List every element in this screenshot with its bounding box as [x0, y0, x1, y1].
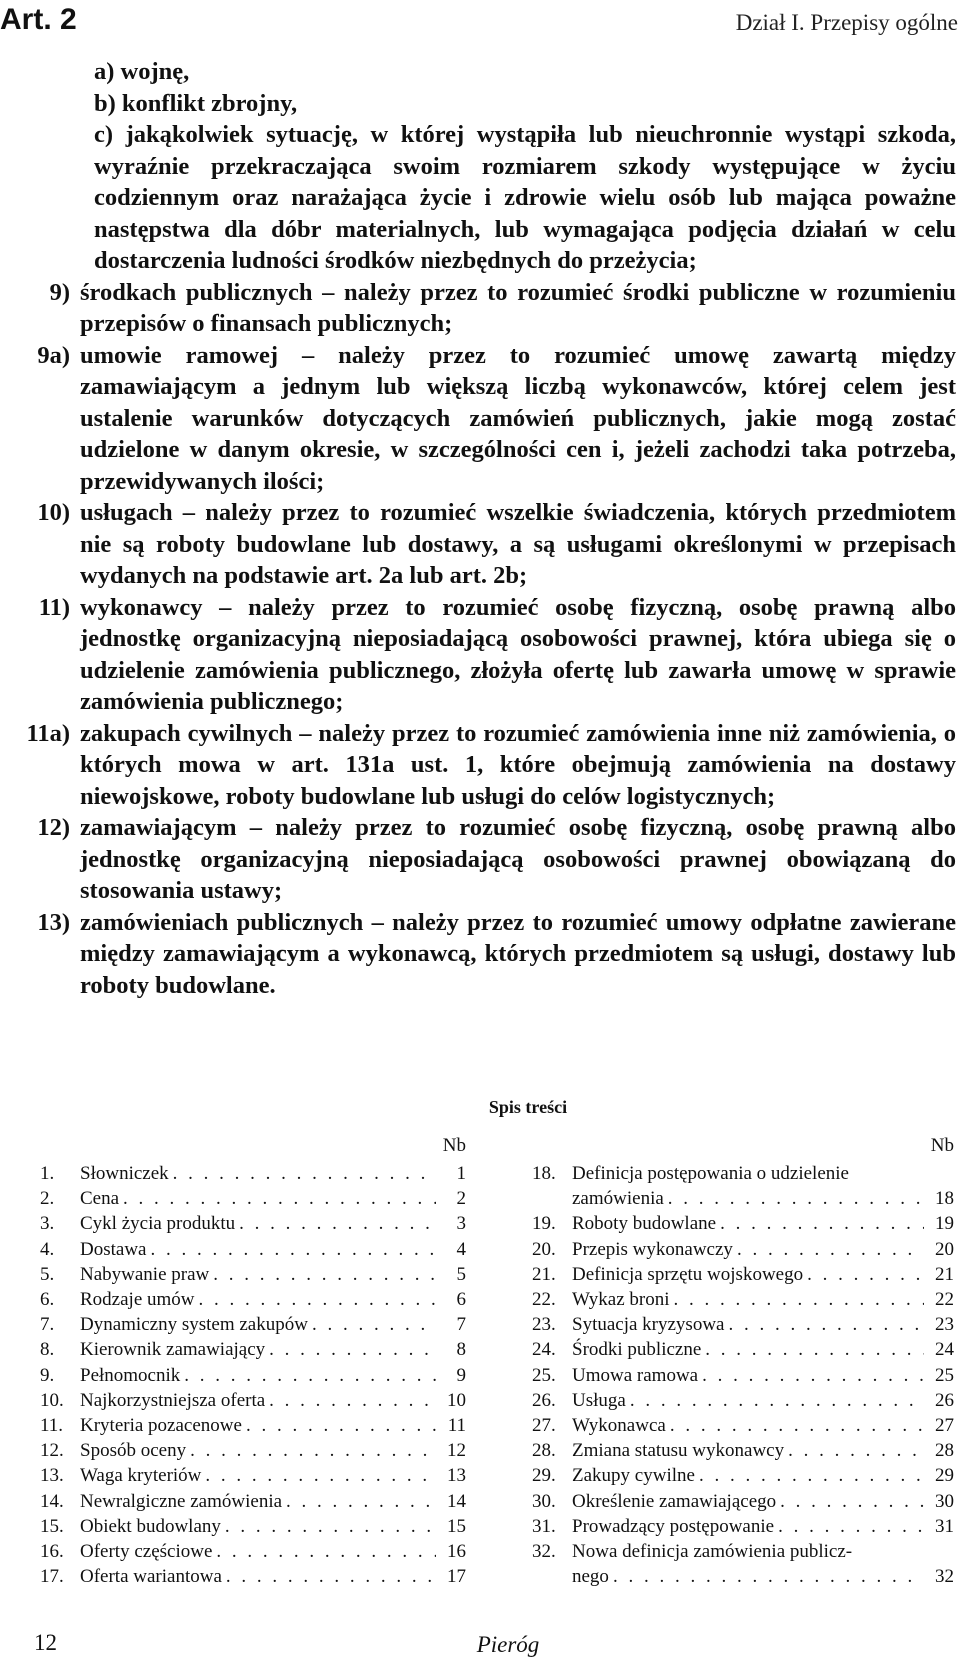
running-footer-author: Pieróg [476, 1632, 540, 1657]
toc-entry-number: 18. [532, 1163, 556, 1184]
toc-entry-page: 23 [935, 1314, 954, 1336]
toc-entry-title: Cena [80, 1188, 120, 1210]
toc-leader-dots [312, 1312, 436, 1337]
definition-item [0, 718, 956, 813]
toc-entry [532, 1287, 954, 1312]
definition-text: środkach publicznych – należy przez to rozumieć środki publiczne w rozumieniu przepisów o finansach publicznych; [80, 278, 956, 337]
toc-entry-number: 6. [40, 1289, 55, 1311]
toc-nb-label: Nb [930, 1135, 954, 1156]
toc-entry-number: 9. [40, 1364, 55, 1386]
toc-entry [40, 1262, 466, 1287]
toc-entry-number: 28. [532, 1440, 556, 1462]
toc-entry-page: 27 [935, 1415, 954, 1437]
toc-entry-title: Wykaz broni [572, 1289, 670, 1311]
definition-item [0, 907, 956, 1002]
toc-entry-number: 31. [532, 1515, 556, 1537]
toc-leader-dots [702, 1363, 924, 1388]
definition-text: zakupach cywilnych – należy przez to rozumieć zamówienia inne niż zamówienia, o których mowa w art. 131a ust. 1, które obejmują zamówienia na dostawy niewojskowe, roboty budowlane lub usługi do celów logistycznych; [80, 719, 956, 810]
toc-entry-page: 32 [935, 1566, 954, 1588]
toc-entry-title-continued: nego [572, 1566, 609, 1588]
toc-entry-title: Nowa definicja zamówienia publicz- [572, 1541, 853, 1563]
toc-entry-title: Prowadzący postępowanie [572, 1515, 775, 1537]
toc-entry-number: 10. [40, 1389, 64, 1411]
definition-item [0, 497, 956, 592]
toc-entry [40, 1186, 466, 1211]
toc-entry [532, 1514, 954, 1539]
toc-entry-title: Pełnomocnik [80, 1364, 181, 1386]
toc-entry-page: 6 [456, 1289, 466, 1311]
toc-entry [532, 1161, 954, 1186]
sub-item-text: wojnę, [120, 58, 190, 85]
definition-number: 13) [37, 908, 70, 936]
toc-entry [40, 1514, 466, 1539]
sub-item [0, 56, 956, 88]
toc-entry-number: 13. [40, 1465, 64, 1487]
toc-entry-page: 29 [935, 1465, 954, 1487]
toc-leader-dots [630, 1388, 924, 1413]
section-header: Dział I. Przepisy ogólne [735, 10, 958, 35]
toc-entry-continuation [532, 1186, 954, 1211]
toc-entry-number: 24. [532, 1339, 556, 1361]
toc-entry [40, 1539, 466, 1564]
toc-entry-number: 11. [40, 1415, 64, 1437]
toc-entry-page: 10 [447, 1389, 466, 1411]
toc-entry-number: 1. [40, 1163, 55, 1184]
toc-entry-number: 25. [532, 1364, 556, 1386]
toc-entry-page: 7 [456, 1314, 466, 1336]
toc-entry-number: 27. [532, 1415, 556, 1437]
toc-entry-number: 8. [40, 1339, 55, 1361]
toc-entry-title: Zakupy cywilne [572, 1465, 695, 1487]
toc-leader-dots [269, 1388, 436, 1413]
toc-entry [532, 1489, 954, 1514]
toc-entry-number: 14. [40, 1490, 64, 1512]
definition-item [0, 592, 956, 718]
toc-entry-page: 16 [447, 1541, 466, 1563]
toc-leader-dots [213, 1262, 436, 1287]
toc-entry-title: Umowa ramowa [572, 1364, 699, 1386]
toc-entry [532, 1438, 954, 1463]
toc-entry-number: 16. [40, 1541, 64, 1563]
toc-entry-number: 3. [40, 1213, 55, 1235]
toc-title: Spis treści [488, 1097, 568, 1117]
definition-item [0, 340, 956, 498]
toc-entry-page: 31 [935, 1515, 954, 1537]
toc-entry-page: 9 [456, 1364, 466, 1386]
toc-entry-number: 32. [532, 1541, 556, 1563]
article-body [0, 56, 956, 1001]
toc-nb-label: Nb [442, 1135, 466, 1156]
toc-leader-dots [788, 1438, 924, 1463]
definition-text: zamawiającym – należy przez to rozumieć osobę fizyczną, osobę prawną albo jednostkę organizacyjną nieposiadającą osobowości prawnej obowiązaną do stosowania ustawy; [80, 814, 956, 904]
toc-entry-title-continued: zamówienia [572, 1188, 664, 1210]
toc-leader-dots [199, 1287, 436, 1312]
definition-number: 11) [38, 593, 70, 621]
toc-entry-title: Cykl życia produktu [80, 1213, 236, 1235]
toc-entry-title: Środki publiczne [572, 1339, 702, 1361]
toc-entry-page: 14 [447, 1490, 466, 1512]
toc-entry-title: Sposób oceny [80, 1440, 187, 1462]
toc-entry-number: 29. [532, 1465, 556, 1487]
toc-entry-page: 21 [935, 1263, 954, 1285]
toc-entry [532, 1337, 954, 1362]
toc-entry-title: Oferta wariantowa [80, 1566, 222, 1588]
toc-leader-dots [668, 1186, 924, 1211]
toc-entry-page: 30 [935, 1490, 954, 1512]
sub-item-label: a) [94, 58, 115, 85]
toc-entry-page: 24 [935, 1339, 954, 1361]
toc-entry-page: 26 [935, 1389, 954, 1411]
toc-leader-dots [674, 1287, 924, 1312]
toc-column-left [40, 1131, 466, 1589]
toc-leader-dots [269, 1337, 436, 1362]
toc-entry-title: Kierownik zamawiający [80, 1339, 266, 1361]
toc-entry-number: 5. [40, 1263, 55, 1285]
toc-entry-title: Oferty częściowe [80, 1541, 213, 1563]
definition-text: umowie ramowej – należy przez to rozumieć umowę zawartą między zamawiającym a jednym lub większą liczbą wykonawców, której celem jest ustalenie warunków dotyczących zamówień publicznych, jakie mogą zostać udzielone w danym okresie, w szczególności cen i, jeżeli zachodzi taka potrzeba, przewidywanych ilości; [80, 341, 956, 495]
toc-entry-title: Słowniczek [80, 1163, 169, 1184]
sub-item [0, 119, 956, 277]
toc-entry-number: 23. [532, 1314, 556, 1336]
toc-entry-number: 7. [40, 1314, 55, 1336]
toc-entry-page: 28 [935, 1440, 954, 1462]
toc-entry-number: 15. [40, 1515, 64, 1537]
toc-entry [40, 1463, 466, 1488]
toc-entry-title: Najkorzystniejsza oferta [80, 1389, 266, 1411]
toc-leader-dots [123, 1186, 436, 1211]
toc-entry-title: Definicja sprzętu wojskowego [572, 1263, 804, 1285]
toc-entry-number: 2. [40, 1188, 55, 1210]
definition-number: 10) [37, 499, 70, 526]
toc-entry [40, 1438, 466, 1463]
toc-entry [532, 1262, 954, 1287]
toc-entry-number: 19. [532, 1213, 556, 1235]
toc-entry-page: 19 [935, 1213, 954, 1235]
toc-entry-page: 13 [447, 1465, 466, 1487]
toc-entry-number: 17. [40, 1566, 64, 1588]
toc-entry-title: Newralgiczne zamówienia [80, 1490, 283, 1512]
sub-item-label: c) [94, 121, 114, 148]
toc-entry-title: Kryteria pozacenowe [80, 1415, 242, 1437]
toc-entry [532, 1312, 954, 1337]
toc-leader-dots [190, 1438, 436, 1463]
page-number: 12 [34, 1630, 57, 1655]
toc-leader-dots [728, 1312, 924, 1337]
toc-leader-dots [216, 1539, 436, 1564]
toc-entry-title: Nabywanie praw [80, 1263, 210, 1285]
toc-leader-dots [807, 1262, 924, 1287]
toc-entry-page: 1 [456, 1163, 466, 1184]
toc-entry-title: Roboty budowlane [572, 1213, 717, 1235]
toc-entry-number: 22. [532, 1289, 556, 1311]
toc-entry-page: 8 [456, 1339, 466, 1361]
toc-entry [40, 1211, 466, 1236]
definition-text: zamówieniach publicznych – należy przez to rozumieć umowy odpłatne zawierane między zamawiającym a wykonawcą, których przedmiotem są usługi, dostawy lub roboty budowlane. [80, 908, 956, 999]
toc-leader-dots [720, 1211, 924, 1236]
definition-text: usługach – należy przez to rozumieć wszelkie świadczenia, których przedmiotem nie są roboty budowlane lub dostawy, a są usługami określonymi w przepisach wydanych na podstawie art. 2a lub art. 2b; [80, 499, 956, 589]
toc-entry [532, 1463, 954, 1488]
toc-leader-dots [205, 1463, 436, 1488]
toc-entry-number: 20. [532, 1238, 556, 1260]
toc-entry-number: 21. [532, 1263, 556, 1285]
toc-entry [40, 1237, 466, 1262]
sub-item-text: jakąkolwiek sytuację, w której wystąpiła lub nieuchronnie wystąpi szkoda, wyraźnie przekraczająca swoim rozmiarem szkody występujące w życiu codziennym oraz narażająca życie i zdrowie wielu osób lub mająca poważne następstwa dla dóbr materialnych, lub wymagająca podjęcia działań w celu dostarczenia ludności środków niezbędnych do przeżycia; [94, 121, 956, 274]
toc-leader-dots [286, 1489, 436, 1514]
toc-entry [40, 1388, 466, 1413]
toc-entry-page: 5 [456, 1263, 466, 1285]
sub-item-label: b) [94, 89, 116, 117]
toc-entry [40, 1312, 466, 1337]
toc-entry [40, 1161, 466, 1186]
toc-entry [532, 1211, 954, 1236]
sub-item [0, 88, 956, 120]
toc-entry [40, 1489, 466, 1514]
toc-entry-number: 4. [40, 1238, 55, 1260]
toc-leader-dots [173, 1161, 436, 1186]
toc-entry-page: 4 [456, 1238, 466, 1260]
toc-entry-page: 12 [447, 1440, 466, 1462]
toc-entry-title: Dostawa [80, 1238, 147, 1260]
toc-entry [40, 1363, 466, 1388]
definition-item [0, 812, 956, 907]
definition-number: 9a) [37, 341, 70, 369]
toc-entry-title: Określenie zamawiającego [572, 1490, 777, 1512]
toc-entry-title: Przepis wykonawczy [572, 1238, 733, 1260]
toc-leader-dots [737, 1237, 924, 1262]
toc-entry-continuation [532, 1564, 954, 1589]
toc-entry-page: 18 [935, 1188, 954, 1210]
toc-leader-dots [670, 1413, 924, 1438]
toc-entry-title: Usługa [572, 1389, 626, 1411]
toc-entry [532, 1237, 954, 1262]
toc-entry [532, 1363, 954, 1388]
toc-leader-dots [239, 1211, 436, 1236]
toc-entry-page: 20 [935, 1238, 954, 1260]
toc-entry-number: 30. [532, 1490, 556, 1512]
article-header: Art. 2 [0, 3, 77, 36]
toc-leader-dots [226, 1564, 436, 1589]
toc-leader-dots [780, 1489, 924, 1514]
toc-leader-dots [225, 1514, 436, 1539]
toc-entry-page: 17 [447, 1566, 466, 1588]
toc-entry [40, 1337, 466, 1362]
toc-entry-page: 15 [447, 1515, 466, 1537]
definition-number: 9) [49, 278, 70, 306]
toc-entry-number: 26. [532, 1389, 556, 1411]
toc-leader-dots [778, 1514, 924, 1539]
toc-leader-dots [705, 1337, 924, 1362]
toc-entry-page: 3 [456, 1213, 466, 1235]
toc-entry [532, 1413, 954, 1438]
toc-entry [40, 1564, 466, 1589]
toc-entry-title: Sytuacja kryzysowa [572, 1314, 725, 1336]
toc-entry-page: 22 [935, 1289, 954, 1311]
toc-entry-title: Waga kryteriów [80, 1465, 202, 1487]
toc-entry-title: Zmiana statusu wykonawcy [572, 1440, 785, 1462]
toc-entry-title: Wykonawca [572, 1415, 666, 1437]
sub-item-text: konflikt zbrojny, [121, 89, 298, 117]
toc-entry-title: Obiekt budowlany [80, 1515, 221, 1537]
toc-leader-dots [184, 1363, 436, 1388]
toc-entry [40, 1413, 466, 1438]
toc-entry [532, 1539, 954, 1564]
toc-entry-page: 11 [447, 1415, 466, 1437]
definition-text: wykonawcy – należy przez to rozumieć osobę fizyczną, osobę prawną albo jednostkę organizacyjną nieposiadającą osobowości prawnej, która ubiega się o udzielenie zamówienia publicznego, złożyła ofertę lub zawarła umowę w sprawie zamówienia publicznego; [80, 593, 956, 715]
toc-entry-title: Rodzaje umów [80, 1289, 195, 1311]
toc-leader-dots [150, 1237, 436, 1262]
toc-leader-dots [699, 1463, 924, 1488]
definition-number: 11a) [26, 719, 70, 747]
toc-entry [40, 1287, 466, 1312]
toc-column-right [532, 1131, 954, 1589]
toc-entry [532, 1388, 954, 1413]
toc-leader-dots [613, 1564, 924, 1589]
definition-item [0, 277, 956, 340]
toc-entry-page: 25 [935, 1364, 954, 1386]
toc-entry-number: 12. [40, 1440, 64, 1462]
definition-number: 12) [37, 814, 70, 841]
toc-entry-title: Dynamiczny system zakupów [80, 1314, 308, 1336]
toc-leader-dots [246, 1413, 436, 1438]
toc-entry-page: 2 [456, 1188, 466, 1210]
toc-entry-title: Definicja postępowania o udzielenie [572, 1163, 849, 1184]
